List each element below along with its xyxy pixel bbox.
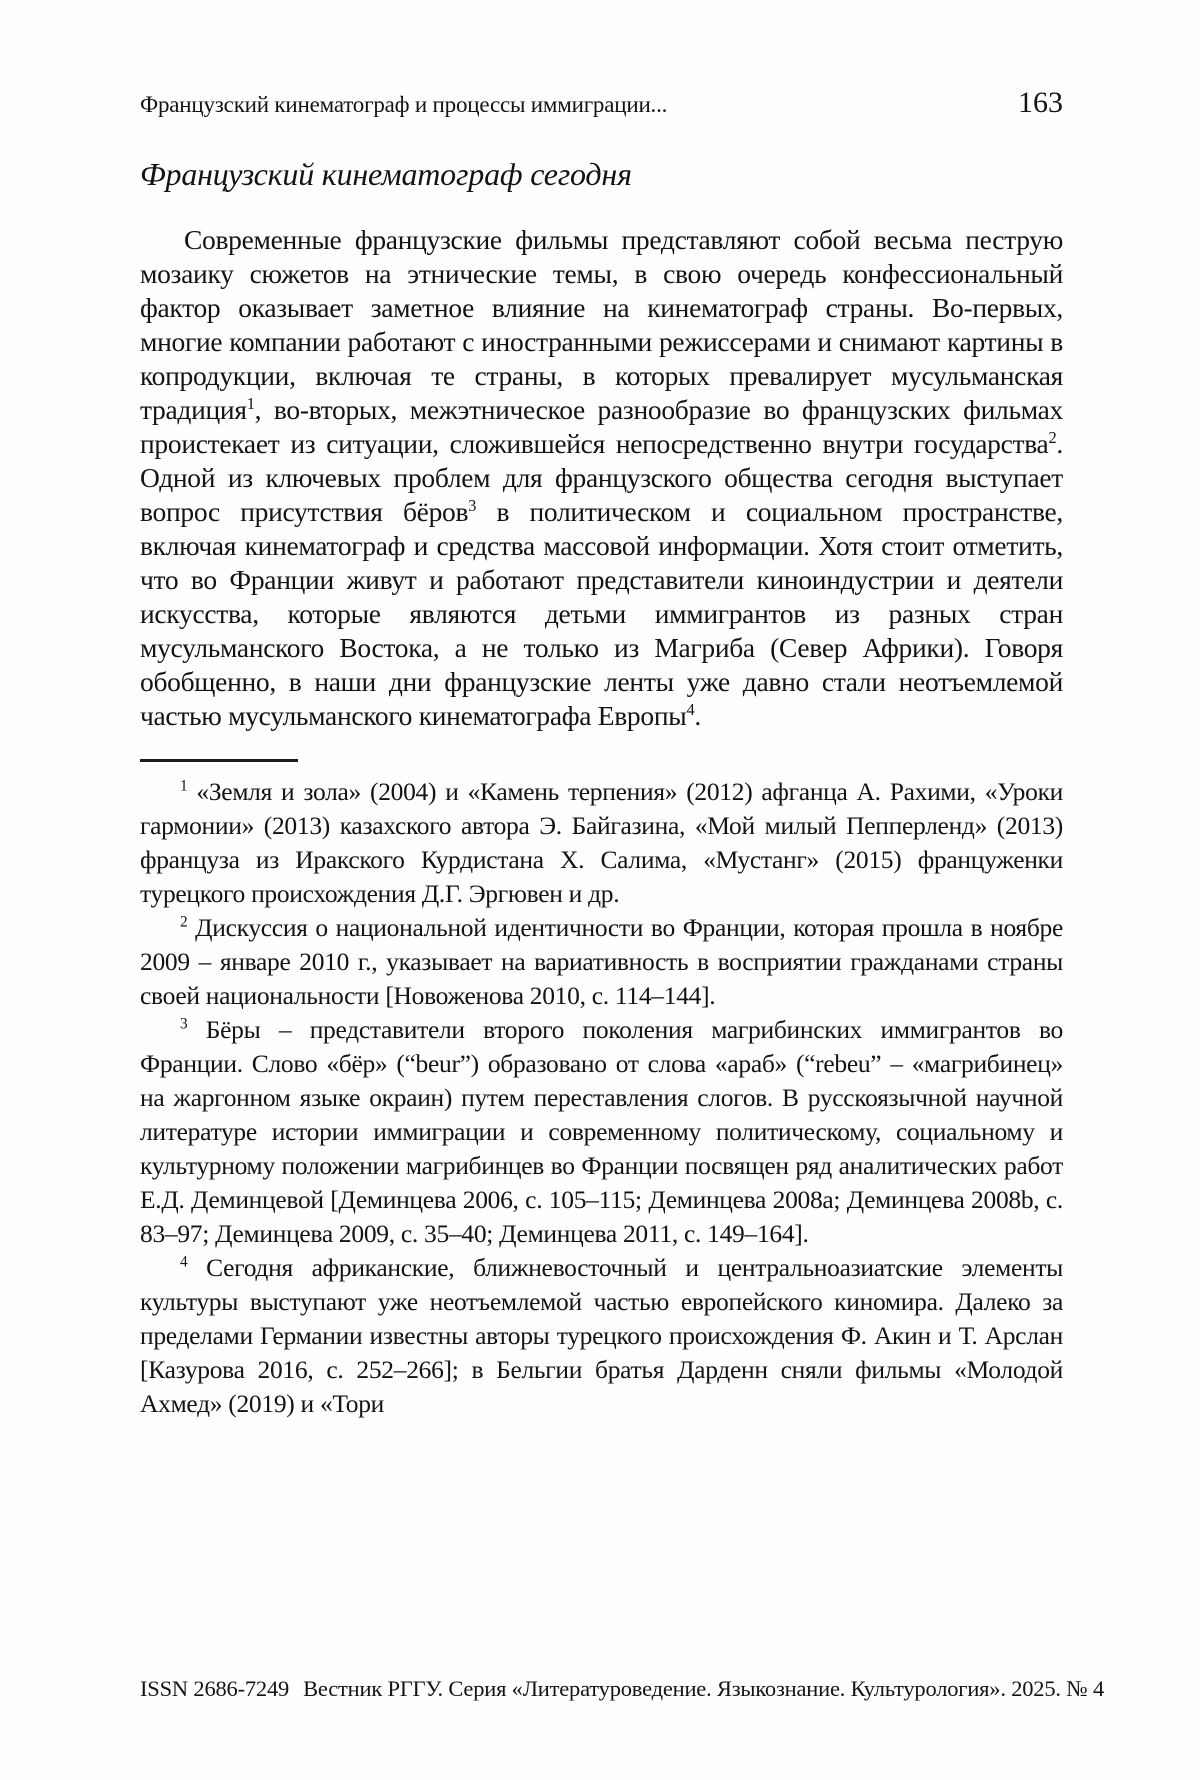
page-footer: [140, 1676, 1104, 1702]
footnote-4: [140, 1251, 1063, 1421]
section-heading: Французский кинематограф сегодня: [140, 156, 632, 192]
footnote-3-marker: 3: [180, 1015, 188, 1033]
footnote-1-text: «Земля и зола» (2004) и «Камень терпения» (2012) афганца А. Рахими, «Уроки гармонии» (2013) казахского автора Э. Байгазина, «Мой милый Пепперленд» (2013) француза из Иракского Курдистана Х. Салима, «Мустанг» (2015) француженки турецкого происхождения Д.Г. Эргювен и др.: [140, 777, 1064, 908]
page-number: 163: [1018, 86, 1063, 119]
footnote-reference-marker: 4: [686, 699, 695, 719]
journal-citation: Вестник РГГУ. Серия «Литературоведение. Языкознание. Культурология». 2025. № 4: [303, 1676, 1104, 1701]
body-paragraph: Современные французские фильмы представляют собой весьма пеструю мозаику сюжетов на этнические темы, в свою очередь конфессиональный фактор оказывает заметное влияние на кинематограф страны. Во-первых, многие компании работают с иностранными режиссерами и снимают картины в копродукции, включая те страны, в которых превалирует мусульманская традиция$^1$, во-вторых, межэтническое разнообразие во французских фильмах проистекает из ситуации, сложившейся непосредственно внутри государства$^2$. Одной из ключевых проблем для французского общества сегодня выступает вопрос присутствия бёров$^3$ в политическом и социальном пространстве, включая кинематограф и средства массовой информации. Хотя стоит отметить, что во Франции живут и работают представители киноиндустрии и деятели искусства, которые являются детьми иммигрантов из разных стран мусульманского Востока, а не только из Магриба (Север Африки). Говоря обобщенно, в наши дни французские ленты уже давно стали неотъемлемой частью мусульманского кинематографа Европы$^4$.: [140, 224, 1063, 731]
footnote-2: [140, 911, 1063, 1013]
issn-number: ISSN 2686-7249: [140, 1676, 290, 1701]
footnote-1: [140, 775, 1063, 911]
footnote-reference-marker: 2: [1048, 427, 1057, 447]
footnote-3: [140, 1013, 1063, 1251]
footnote-4-marker: 4: [180, 1253, 188, 1271]
page-header: [140, 86, 1063, 120]
running-head-title: Французский кинематограф и процессы иммиграции...: [140, 92, 668, 117]
footnote-3-text: Бёры – представители второго поколения магрибинских иммигрантов во Франции. Слово «бёр» (“beur”) образовано от слова «араб» (“rebeu” – «магрибинец» на жаргонном языке окраин) путем переставления слогов. В русскоязычной научной литературе истории иммиграции и современному политическому, социальному и культурному положении магрибинцев во Франции посвящен ряд аналитических работ Е.Д. Деминцевой [Деминцева 2006, с. 105–115; Деминцева 2008a; Деминцева 2008b, с. 83–97; Деминцева 2009, с. 35–40; Деминцева 2011, с. 149–164].: [140, 1015, 1063, 1248]
footnote-reference-marker: 3: [468, 495, 477, 515]
footnotes-section: [140, 775, 1063, 1421]
footnote-4-text: Сегодня африканские, ближневосточный и центральноазиатские элементы культуры выступают уже неотъемлемой частью европейского киномира. Далеко за пределами Германии известны авторы турецкого происхождения Ф. Акин и Т. Арслан [Казурова 2016, с. 252–266]; в Бельгии братья Дарденн сняли фильмы «Молодой Ахмед» (2019) и «Тори: [140, 1253, 1063, 1418]
footnote-reference-marker: 1: [246, 393, 255, 413]
footnote-1-marker: 1: [180, 777, 188, 795]
footnote-separator-rule: [140, 759, 298, 762]
footnote-2-text: Дискуссия о национальной идентичности во Франции, которая прошла в ноябре 2009 – январе 2010 г., указывает на вариативность в восприятии гражданами страны своей национальности [Новоженова 2010, с. 114–144].: [140, 913, 1063, 1010]
footnote-2-marker: 2: [180, 913, 188, 931]
